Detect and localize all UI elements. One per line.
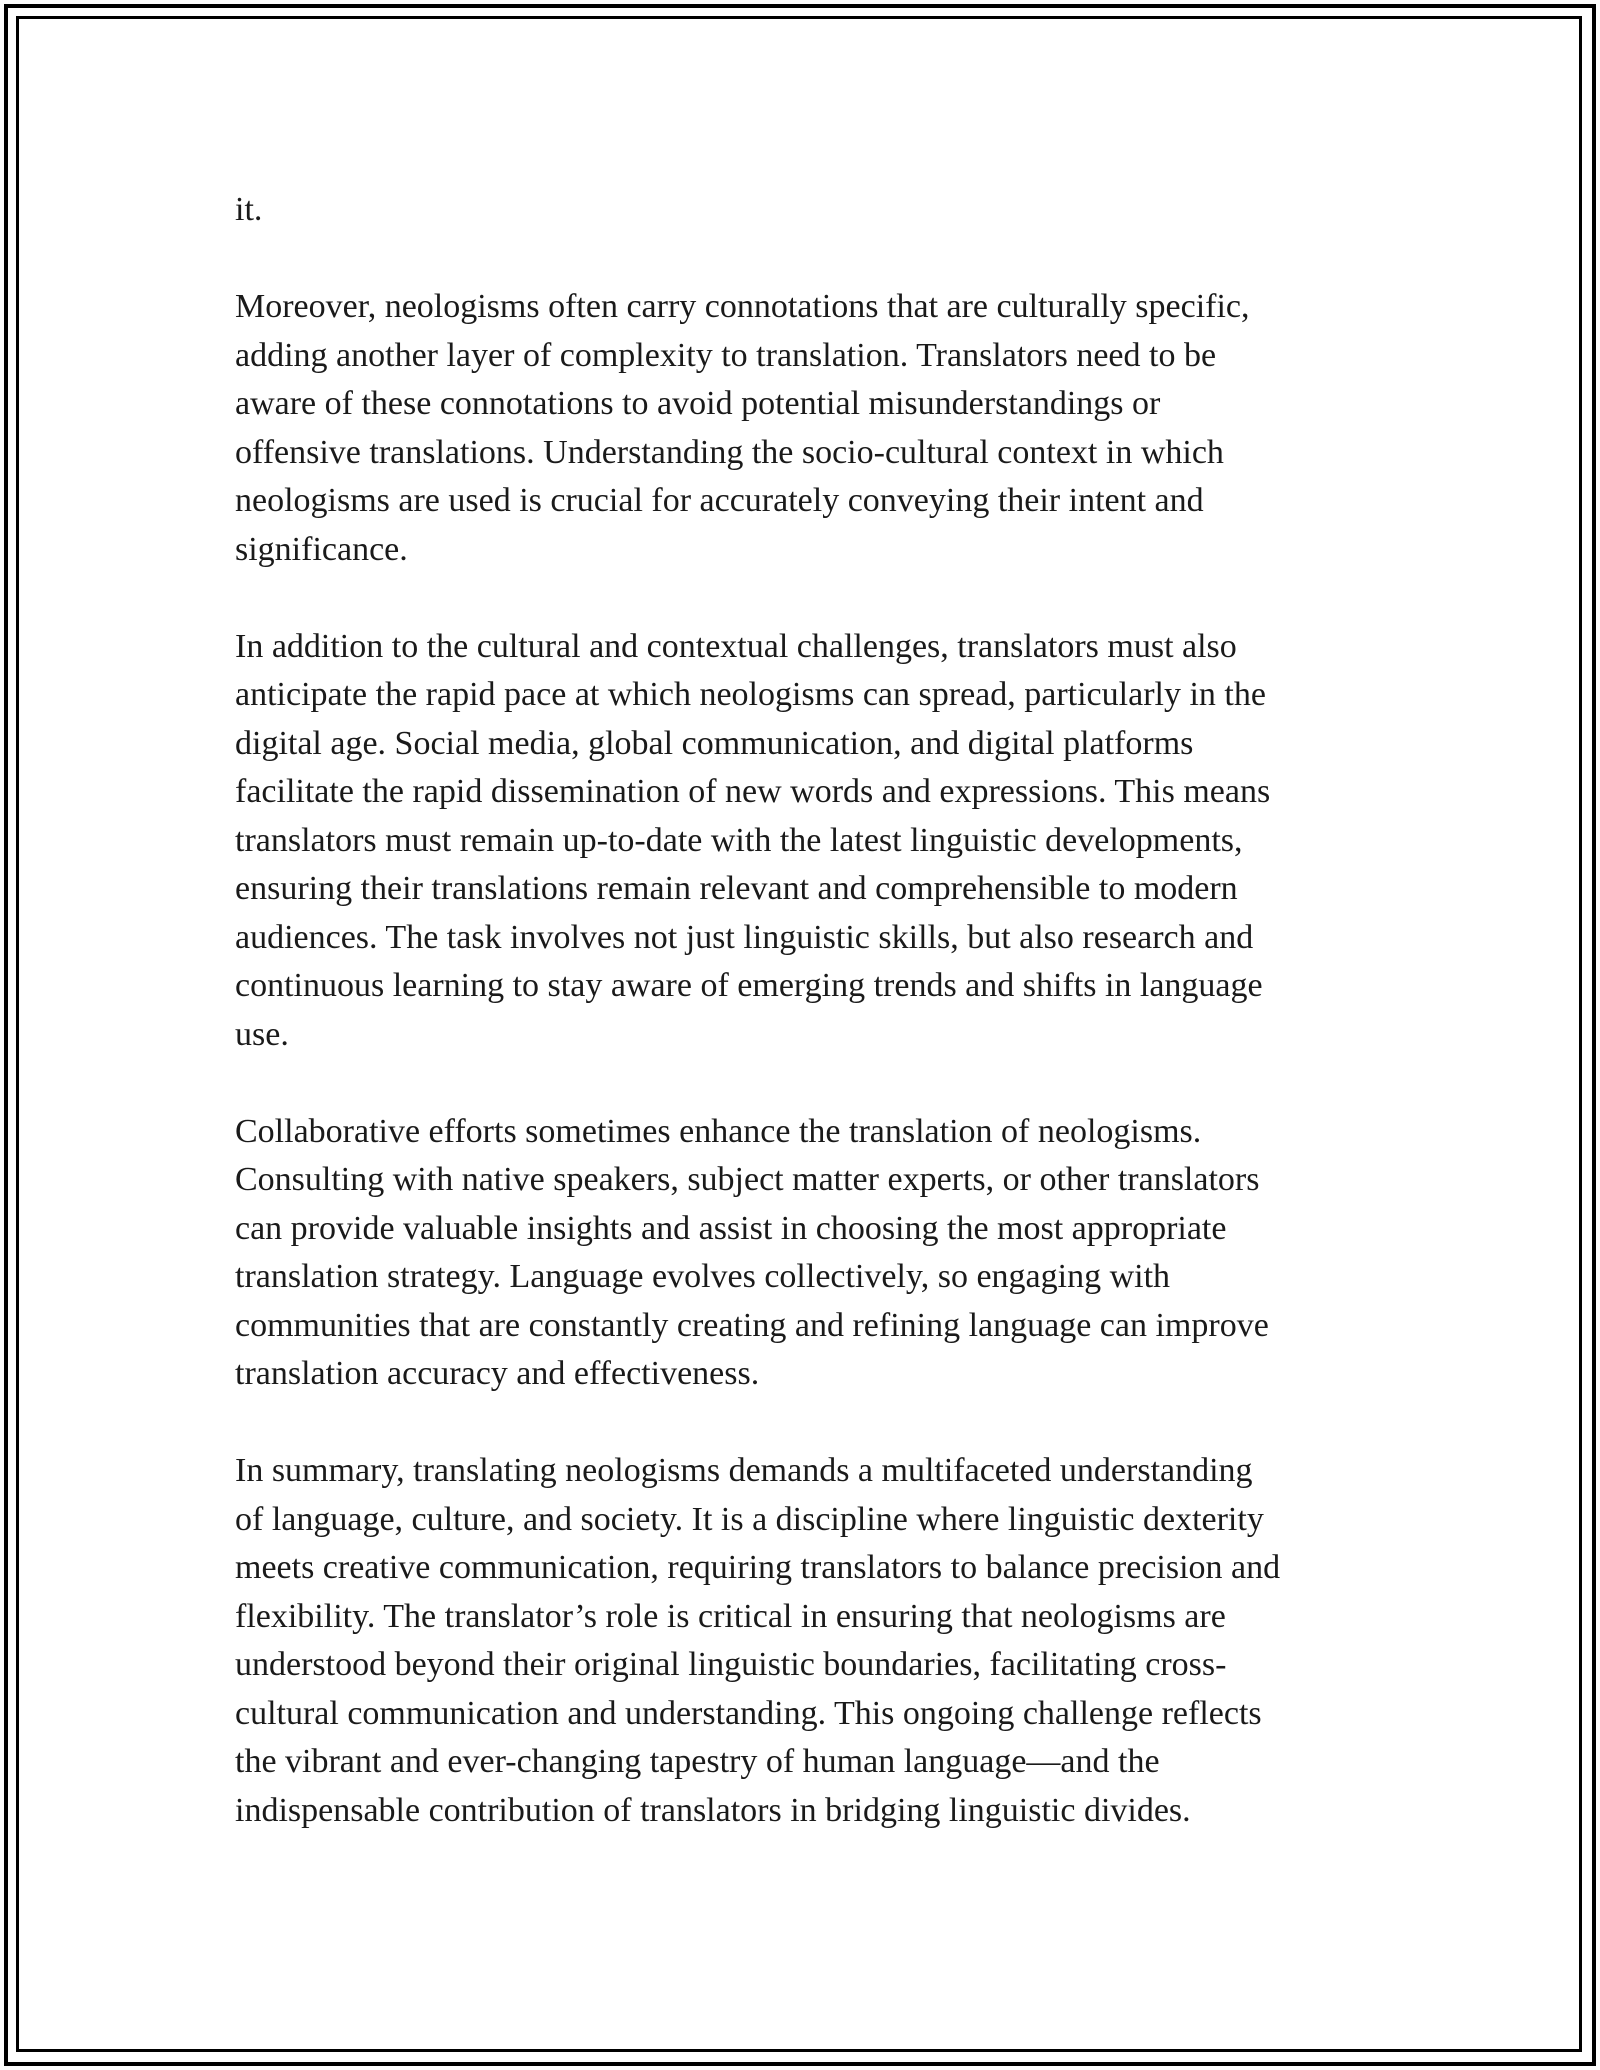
paragraph-collaboration xyxy=(235,1108,1375,1399)
text-line: flexibility. The translator’s role is critical in ensuring that neologisms are xyxy=(235,1597,1226,1635)
text-line: Collaborative efforts sometimes enhance the translation of neologisms. xyxy=(235,1112,1202,1150)
text-line: digital age. Social media, global communication, and digital platforms xyxy=(235,724,1194,762)
text-line: Consulting with native speakers, subject matter experts, or other translators xyxy=(235,1161,1260,1198)
text-line: neologisms are used is crucial for accurately conveying their intent and xyxy=(235,482,1204,519)
text-line: anticipate the rapid pace at which neologisms can spread, particularly in the xyxy=(235,676,1266,713)
text-line: cultural communication and understanding. This ongoing challenge reflects xyxy=(235,1694,1262,1732)
paragraph-connotations xyxy=(235,283,1375,574)
text-line: audiences. The task involves not just linguistic skills, but also research and xyxy=(235,918,1254,956)
paragraph-continuation xyxy=(235,186,1375,235)
text-line: translators must remain up-to-date with the latest linguistic developments, xyxy=(235,821,1243,859)
text-line: of language, culture, and society. It is a discipline where linguistic dexterity xyxy=(235,1500,1264,1538)
text-line: In summary, translating neologisms demands a multifaceted understanding xyxy=(235,1452,1253,1489)
text-line: ensuring their translations remain relevant and comprehensible to modern xyxy=(235,870,1238,907)
text-line: adding another layer of complexity to translation. Translators need to be xyxy=(235,336,1217,374)
text-line: Moreover, neologisms often carry connotations that are culturally specific, xyxy=(235,288,1250,325)
text-line: communities that are constantly creating and refining language can improve xyxy=(235,1306,1269,1344)
text-line: facilitate the rapid dissemination of new words and expressions. This means xyxy=(235,773,1271,810)
text-line: meets creative communication, requiring translators to balance precision and xyxy=(235,1549,1281,1586)
text-line: In addition to the cultural and contextual challenges, translators must also xyxy=(235,627,1237,665)
text-line: significance. xyxy=(235,530,408,568)
paragraph-summary xyxy=(235,1447,1375,1835)
text-line: translation accuracy and effectiveness. xyxy=(235,1355,760,1392)
text-line: use. xyxy=(235,1015,289,1053)
paragraph-rapid-spread xyxy=(235,623,1375,1060)
text-line: the vibrant and ever-changing tapestry of human language—and the xyxy=(235,1743,1160,1780)
text-line: indispensable contribution of translators in bridging linguistic divides. xyxy=(235,1791,1191,1829)
text-line: aware of these connotations to avoid potential misunderstandings or xyxy=(235,385,1161,422)
text-line: can provide valuable insights and assist in choosing the most appropriate xyxy=(235,1209,1227,1247)
text-line: offensive translations. Understanding the socio-cultural context in which xyxy=(235,433,1224,471)
document-body xyxy=(235,186,1375,1884)
text-line: translation strategy. Language evolves collectively, so engaging with xyxy=(235,1258,1171,1295)
text-line: understood beyond their original linguistic boundaries, facilitating cross- xyxy=(235,1646,1227,1683)
text-line: it. xyxy=(235,191,263,228)
text-line: continuous learning to stay aware of emerging trends and shifts in language xyxy=(235,967,1263,1004)
